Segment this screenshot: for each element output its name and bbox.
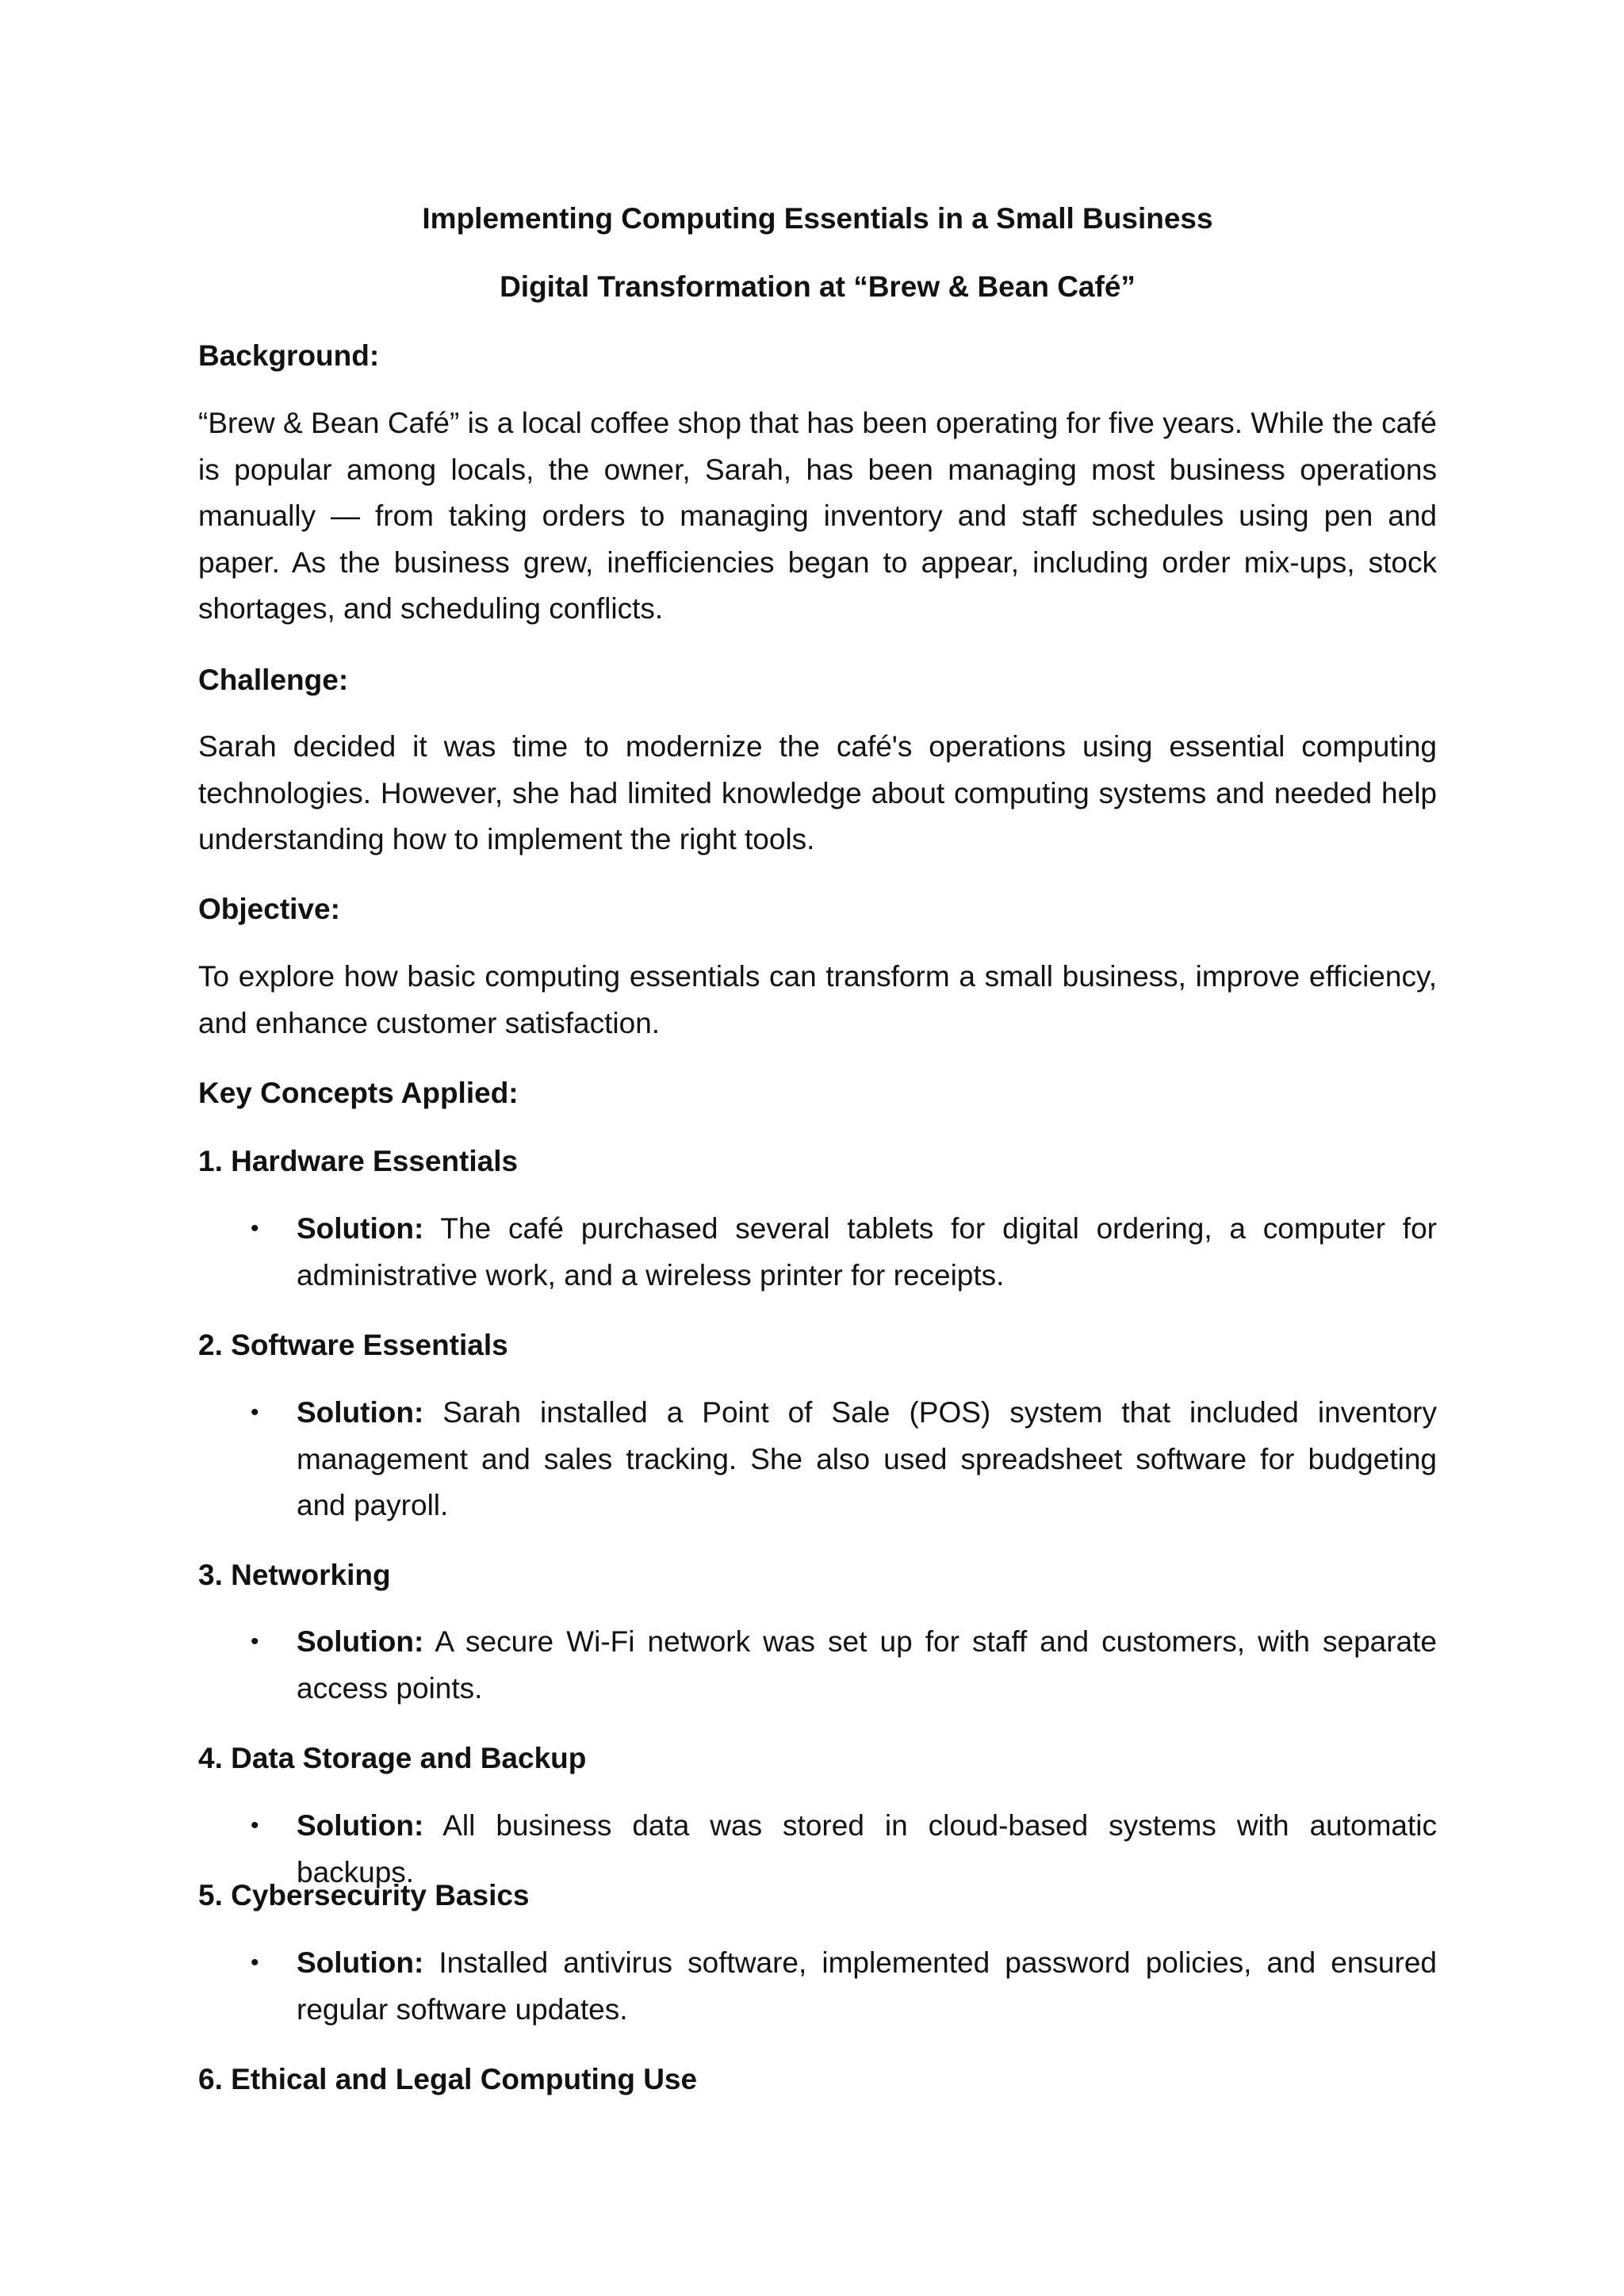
bullet-text xyxy=(297,1390,1437,1529)
concept-title-hardware: 1. Hardware Essentials xyxy=(198,1145,519,1177)
document-subtitle: Digital Transformation at “Brew & Bean Café” xyxy=(500,270,1136,303)
bullet-marker: • xyxy=(251,1812,259,1839)
key-concepts-heading: Key Concepts Applied: xyxy=(198,1077,519,1109)
challenge-heading: Challenge: xyxy=(198,664,349,696)
challenge-paragraph: Sarah decided it was time to modernize the café's operations using essential computing technologies. However, she had limited knowledge about computing systems and needed help understanding how to implement the right tools. xyxy=(198,730,1437,855)
bullet-text xyxy=(297,1206,1437,1299)
background-paragraph: “Brew & Bean Café” is a local coffee shop that has been operating for five years. While the café is popular among locals, the owner, Sarah, has been managing most business operations manually — from taking orders to managing inventory and staff schedules using pen and paper. As the business grew, inefficiencies began to appear, including order mix-ups, stock shortages, and scheduling conflicts. xyxy=(198,407,1437,625)
concept-title-data-storage: 4. Data Storage and Backup xyxy=(198,1742,587,1774)
bullet-marker: • xyxy=(251,1628,259,1655)
bullet-text xyxy=(297,1940,1437,2033)
bullet-marker: • xyxy=(251,1950,259,1976)
solution-label: Solution: xyxy=(297,1946,424,1979)
solution-text: A secure Wi-Fi network was set up for staff and customers, with separate access points. xyxy=(297,1625,1437,1705)
bullet-text xyxy=(297,1619,1437,1712)
concept-title-ethical: 6. Ethical and Legal Computing Use xyxy=(198,2063,698,2095)
objective-paragraph: To explore how basic computing essentials can transform a small business, improve efficiency, and enhance customer satisfaction. xyxy=(198,960,1437,1039)
bullet-marker: • xyxy=(251,1215,259,1242)
solution-label: Solution: xyxy=(297,1396,424,1429)
concept-title-cybersecurity: 5. Cybersecurity Basics xyxy=(198,1879,530,1911)
solution-label: Solution: xyxy=(297,1212,424,1245)
bullet-marker: • xyxy=(251,1399,259,1425)
solution-text: Installed antivirus software, implemented password policies, and ensured regular software updates. xyxy=(297,1946,1437,2026)
solution-text: The café purchased several tablets for digital ordering, a computer for administrative work, and a wireless printer for receipts. xyxy=(297,1212,1437,1292)
solution-label: Solution: xyxy=(297,1625,424,1658)
solution-label: Solution: xyxy=(297,1809,424,1842)
solution-text: Sarah installed a Point of Sale (POS) system that included inventory management and sales tracking. She also used spreadsheet software for budgeting and payroll. xyxy=(297,1396,1437,1521)
document-title: Implementing Computing Essentials in a Small Business xyxy=(422,202,1213,235)
concept-title-software: 2. Software Essentials xyxy=(198,1329,508,1361)
solution-text: All business data was stored in cloud-based systems with automatic backups. xyxy=(297,1809,1437,1888)
background-heading: Background: xyxy=(198,339,380,372)
concept-title-networking: 3. Networking xyxy=(198,1559,391,1591)
objective-heading: Objective: xyxy=(198,893,340,925)
